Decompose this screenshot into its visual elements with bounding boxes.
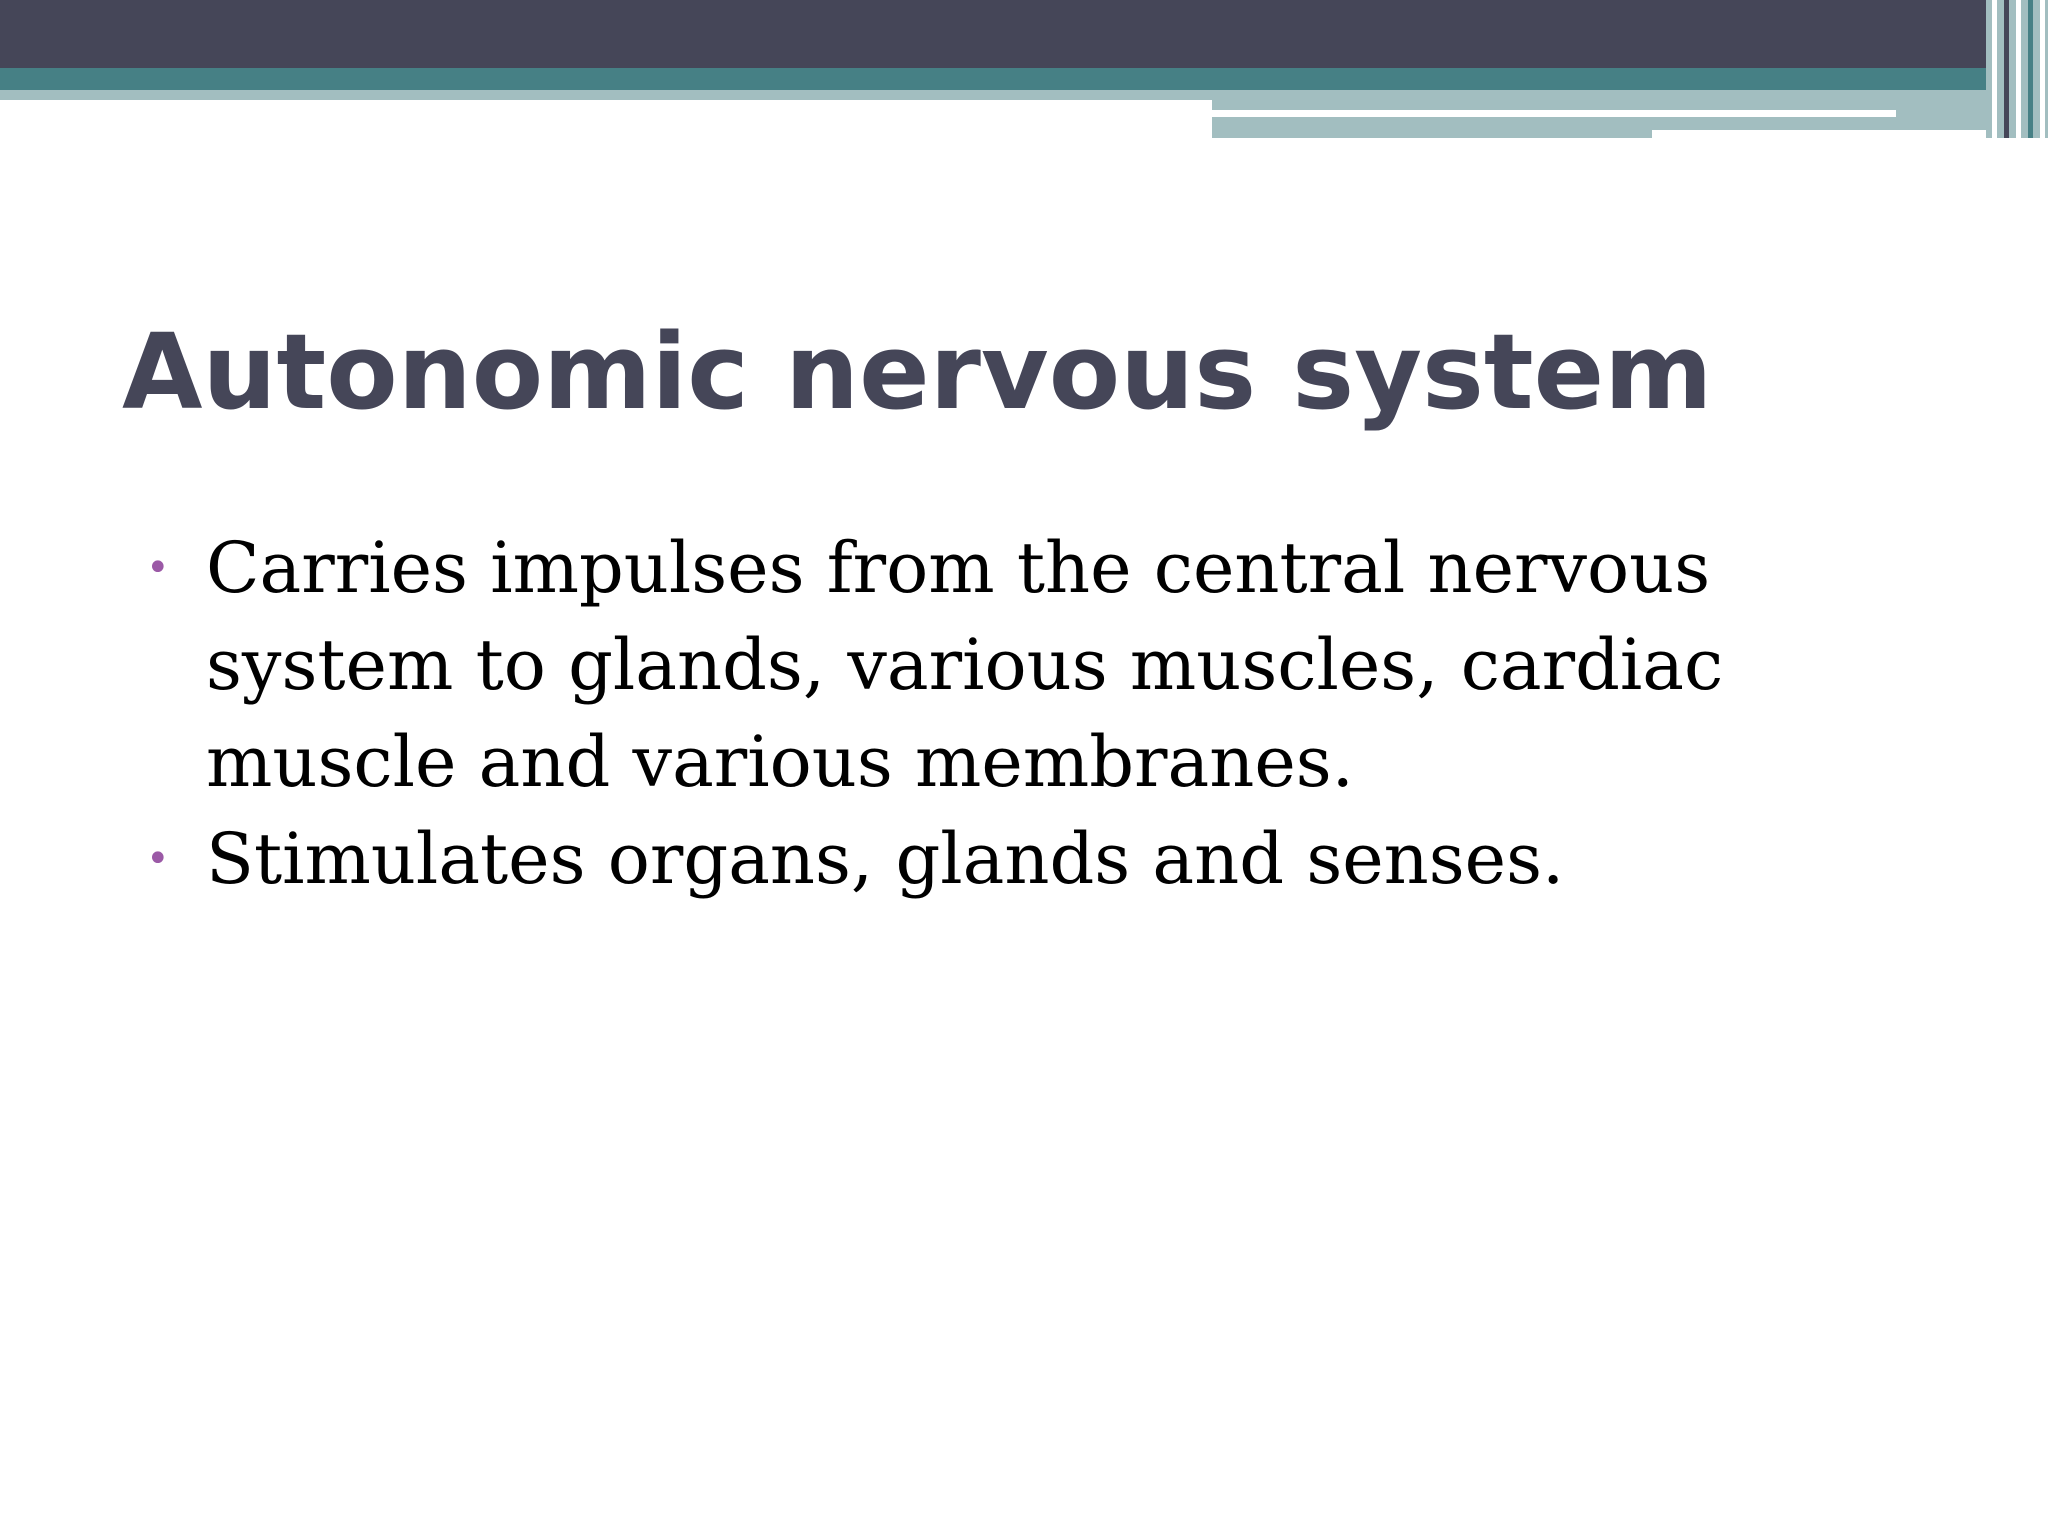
slide-title: Autonomic nervous system — [122, 311, 1713, 433]
header-band-light — [0, 90, 1212, 100]
header-white-notch — [1652, 130, 1998, 138]
stripe — [2028, 0, 2033, 138]
header-band-teal — [0, 68, 2048, 90]
list-item — [146, 520, 1786, 811]
header-white-line — [1212, 110, 1896, 117]
bullet-icon: • — [146, 836, 170, 882]
stripe — [2016, 0, 2021, 138]
stripe — [2004, 0, 2009, 138]
header-stripes — [1986, 0, 2048, 138]
list-item — [146, 811, 1786, 908]
list-item-text: Stimulates organs, glands and senses. — [206, 818, 1565, 900]
stripe — [1992, 0, 1997, 138]
header-band-dark — [0, 0, 2048, 68]
bullet-list — [146, 520, 1786, 908]
stripe — [2040, 0, 2045, 138]
list-item-text: Carries impulses from the central nervous system to glands, various muscles, cardiac muscle and various membranes. — [206, 527, 1724, 803]
bullet-icon: • — [146, 545, 170, 591]
